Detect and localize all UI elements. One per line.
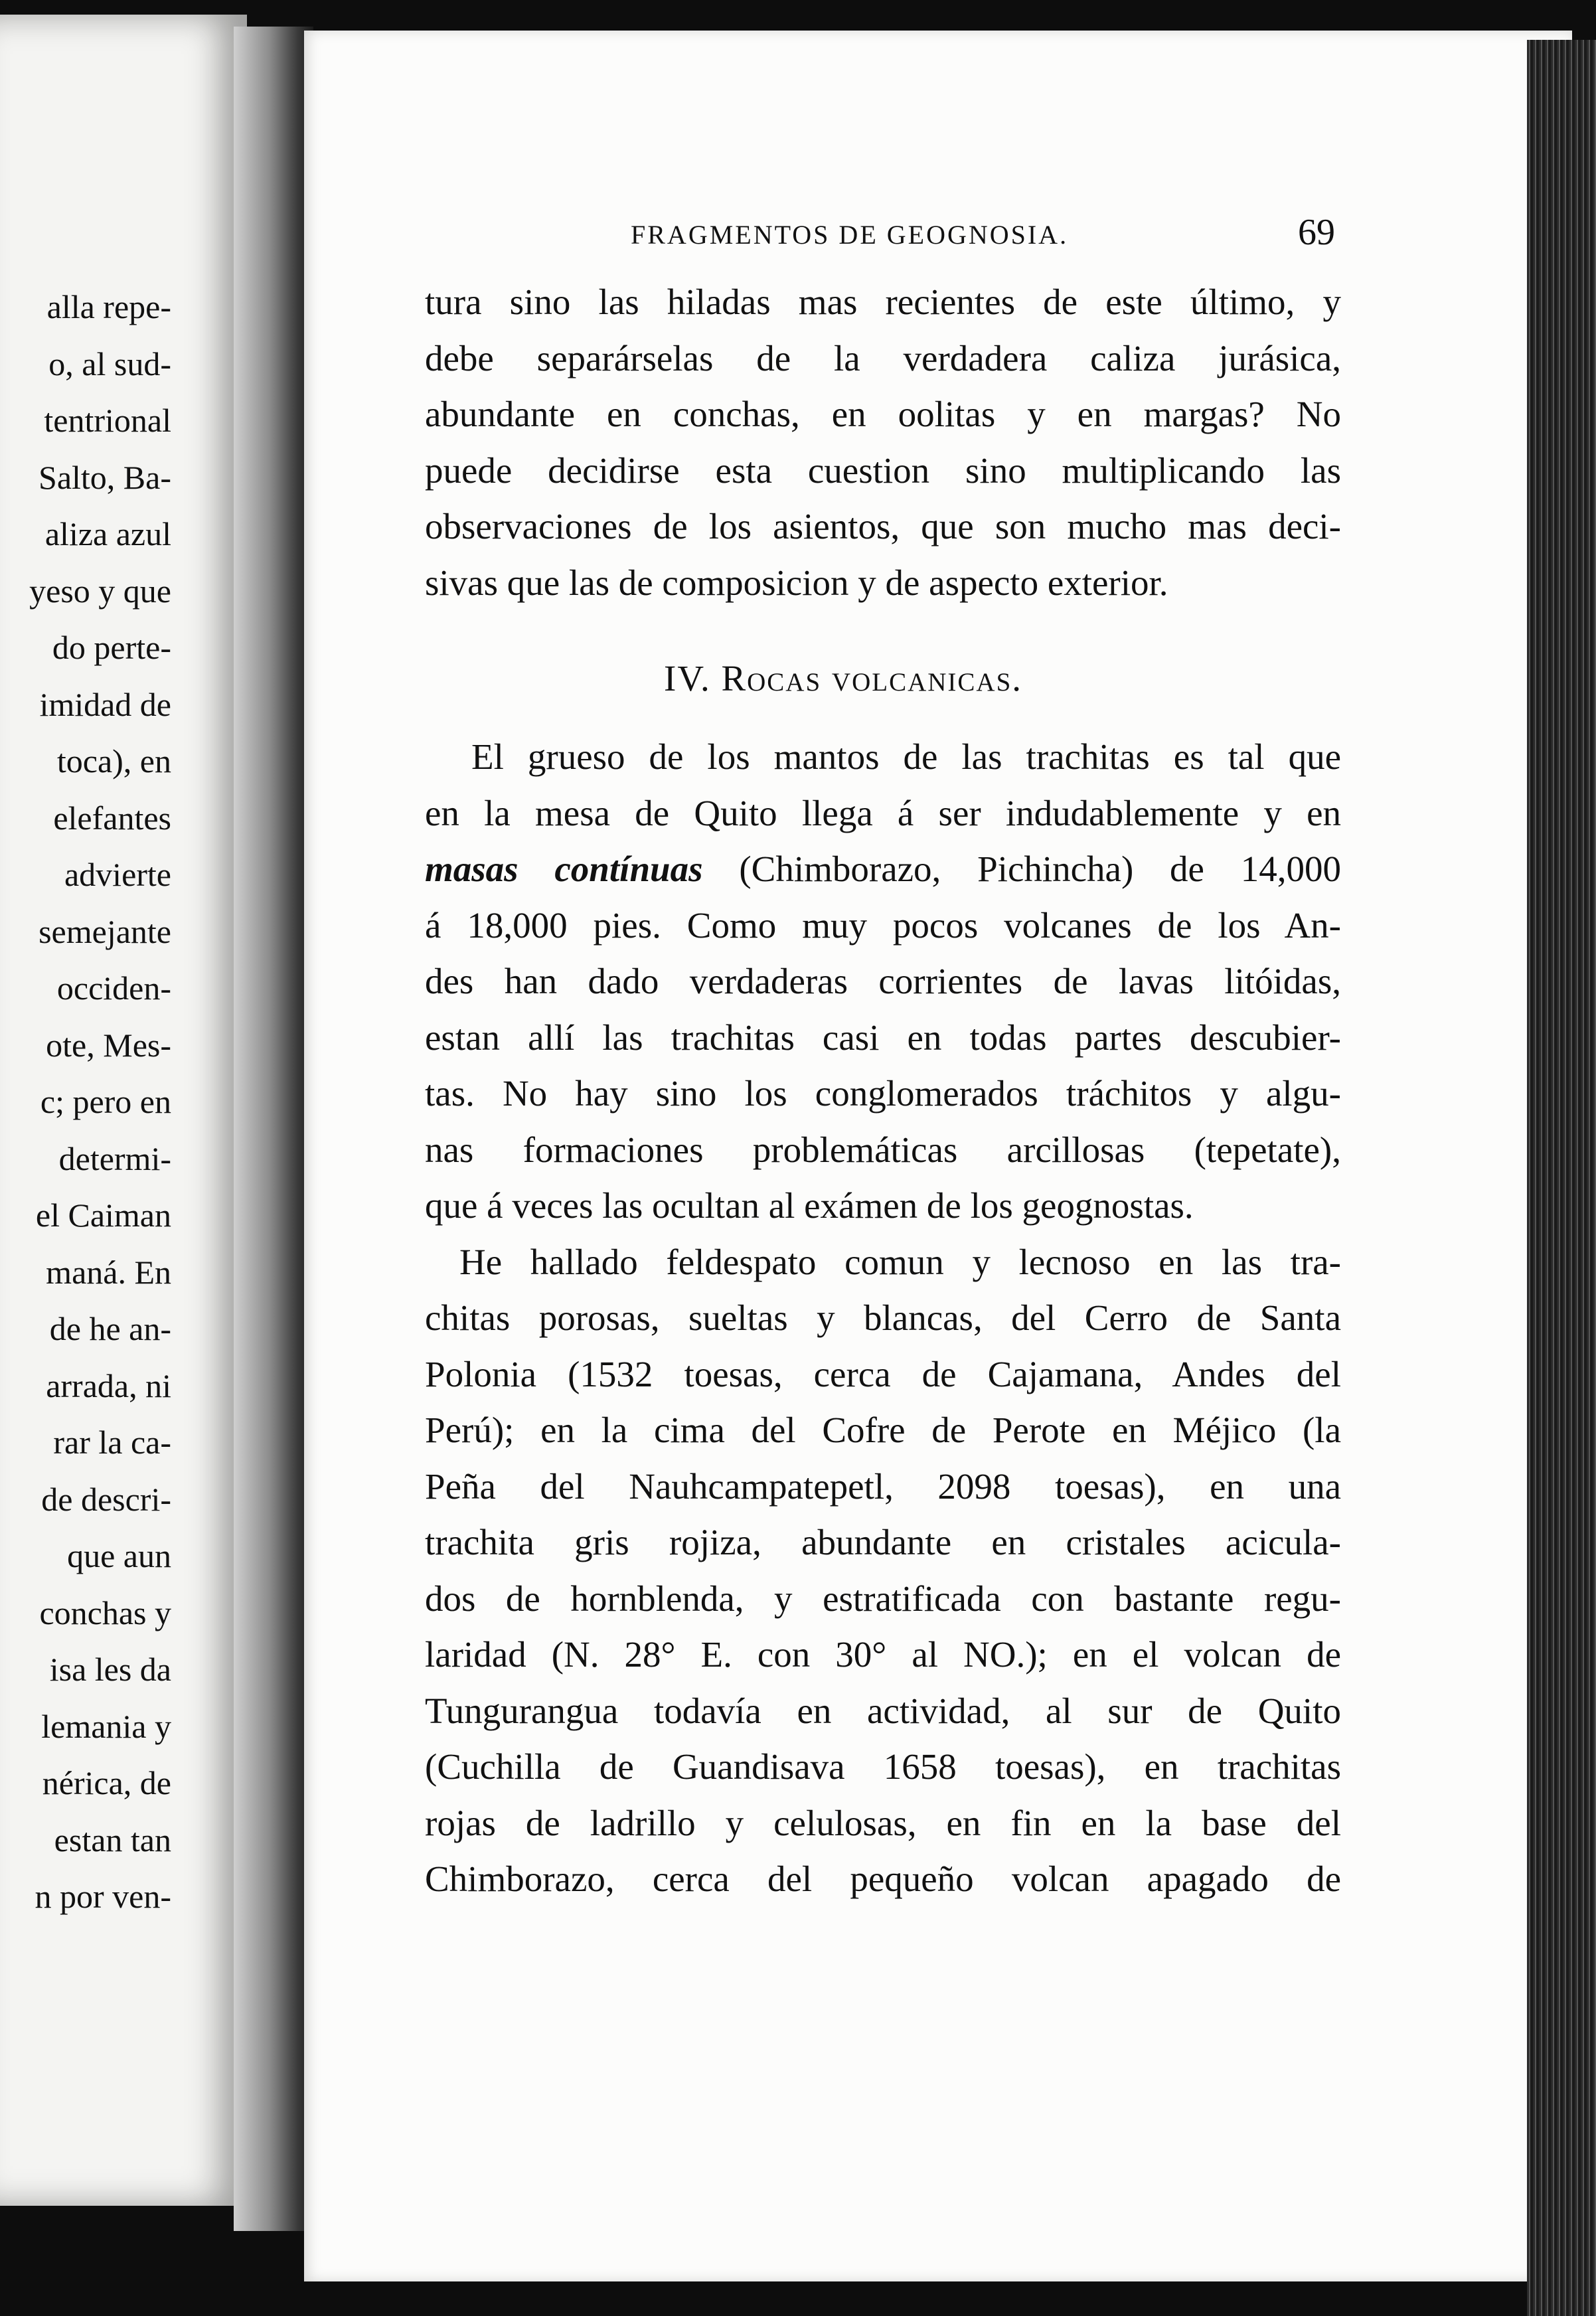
facing-page-line: maná. En xyxy=(46,1253,171,1291)
facing-page-line: o, al sud- xyxy=(48,345,171,382)
text-line: en la mesa de Quito llega á ser indudablemente y en xyxy=(425,792,1341,833)
facing-page-line: imidad de xyxy=(39,685,171,723)
text-line: que á veces las ocultan al exámen de los geognostas. xyxy=(425,1185,1194,1226)
facing-page-line: do perte- xyxy=(52,629,171,666)
paragraph-feldespato xyxy=(425,1242,1341,1916)
facing-page-line: yeso y que xyxy=(29,572,171,610)
facing-page-line: lemania y xyxy=(41,1707,171,1745)
facing-page-line: Salto, Ba- xyxy=(39,458,171,496)
paragraph-lines xyxy=(425,906,1341,1242)
text-line: chitas porosas, sueltas y blancas, del Cerro de Santa xyxy=(425,1297,1341,1338)
facing-page-line: arrada, ni xyxy=(46,1366,171,1404)
facing-page-line: elefantes xyxy=(53,799,171,837)
text-line: laridad (N. 28° E. con 30° al NO.); en el volcan de xyxy=(425,1634,1341,1675)
text-span: (Chimborazo, Pichincha) de 14,000 xyxy=(739,849,1342,889)
facing-page-line: el Caiman xyxy=(35,1197,171,1234)
facing-page-left xyxy=(0,15,247,2206)
text-line xyxy=(425,849,1341,906)
paragraph-trachitas xyxy=(425,737,1341,1916)
facing-page-line: alla repe- xyxy=(46,288,171,325)
text-line: Tungurangua todavía en actividad, al sur de Quito xyxy=(425,1690,1341,1731)
facing-page-line: ote, Mes- xyxy=(46,1026,171,1064)
facing-page-text xyxy=(0,287,171,1934)
text-line: (Cuchilla de Guandisava 1658 toesas), en trachitas xyxy=(425,1746,1341,1787)
facing-page-line: estan tan xyxy=(54,1821,171,1859)
text-line: sivas que las de composicion y de aspecto exterior. xyxy=(425,562,1168,603)
text-line: abundante en conchas, en oolitas y en margas? No xyxy=(425,394,1341,434)
text-line: Polonia (1532 toesas, cerca de Cajamana, Andes del xyxy=(425,1353,1341,1394)
italic-term: masas contínuas xyxy=(425,849,703,889)
facing-page-line: n por ven- xyxy=(35,1878,171,1915)
text-line: puede decidirse esta cuestion sino multiplicando las xyxy=(425,450,1341,491)
text-line: Chimborazo, cerca del pequeño volcan apagado de xyxy=(425,1859,1341,1899)
facing-page-line: advierte xyxy=(64,856,171,893)
page-edges xyxy=(1527,40,1596,2316)
text-line: nas formaciones problemáticas arcillosas (tepetate), xyxy=(425,1129,1341,1170)
facing-page-line: de he an- xyxy=(49,1310,171,1347)
facing-page-line: conchas y xyxy=(39,1594,171,1631)
facing-page-line: tentrional xyxy=(44,402,171,439)
text-line: tura sino las hiladas mas recientes de este último, y xyxy=(425,282,1341,322)
text-line: rojas de ladrillo y celulosas, en fin en la base del xyxy=(425,1802,1341,1843)
text-line: estan allí las trachitas casi en todas partes descubier- xyxy=(425,1017,1341,1058)
text-line: debe separárselas de la verdadera caliza jurásica, xyxy=(425,337,1341,378)
text-line: Peña del Nauhcampatepetl, 2098 toesas), en una xyxy=(425,1465,1341,1507)
text-line: He hallado feldespato comun y lecnoso en las tra- xyxy=(459,1241,1341,1282)
facing-page-line: de descri- xyxy=(41,1480,171,1518)
book-gutter xyxy=(234,27,313,2231)
facing-page-line: rar la ca- xyxy=(53,1424,171,1461)
facing-page-line: toca), en xyxy=(56,742,171,780)
facing-page-line: aliza azul xyxy=(44,515,171,552)
facing-page-line: que aun xyxy=(67,1537,171,1574)
facing-page-line: c; pero en xyxy=(40,1083,171,1120)
paragraph-continued xyxy=(425,282,1341,619)
text-line: á 18,000 pies. Como muy pocos volcanes de los An- xyxy=(425,904,1341,946)
running-head: FRAGMENTOS DE GEOGNOSIA. xyxy=(631,220,1069,250)
text-line: observaciones de los asientos, que son mucho mas deci- xyxy=(425,506,1341,546)
text-line: des han dado verdaderas corrientes de lavas litóidas, xyxy=(425,961,1341,1001)
facing-page-line: semejante xyxy=(39,912,171,950)
facing-page-line: nérica, de xyxy=(42,1764,171,1801)
text-line: dos de hornblenda, y estratificada con bastante regu- xyxy=(425,1578,1341,1619)
text-line: El grueso de los mantos de las trachitas es tal que xyxy=(471,736,1341,777)
text-line: trachita gris rojiza, abundante en cristales acicula- xyxy=(425,1522,1341,1562)
page-number: 69 xyxy=(1298,212,1335,253)
text-line: tas. No hay sino los conglomerados tráchitos y algu- xyxy=(425,1073,1341,1114)
facing-page-line: determi- xyxy=(58,1139,171,1177)
section-heading: IV. Rocas volcanicas. xyxy=(664,658,1023,699)
text-line: Perú); en la cima del Cofre de Perote en Méjico (la xyxy=(425,1410,1341,1450)
facing-page-line: isa les da xyxy=(49,1651,171,1688)
facing-page-line: occiden- xyxy=(56,969,171,1007)
